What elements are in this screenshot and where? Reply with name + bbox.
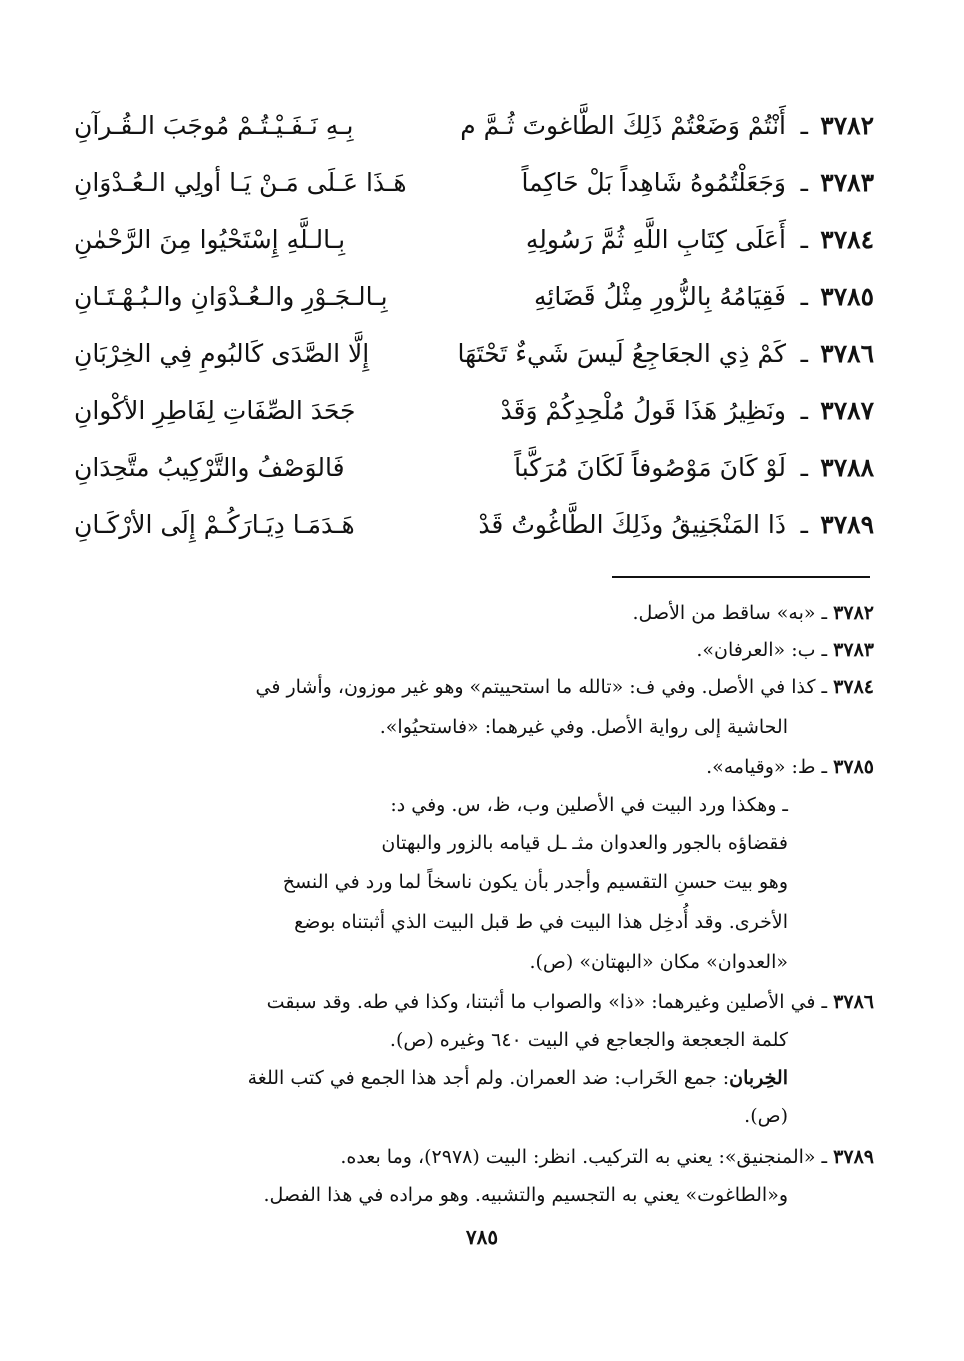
verse-dash: ـ: [800, 453, 808, 482]
footnote-text: «به» ساقط من الأصل.: [632, 602, 816, 624]
verse-first-hemistich: ذَا المَنْجَنِيقُ وذَلِكَ الطَّاغُوتُ قَدْ: [478, 510, 786, 539]
footnote-text: كلمة الجعجعة والجعاجع في البيت ٦٤٠ وغيره (ص).: [389, 1029, 788, 1051]
footnote-number: ٣٧٨٢: [833, 602, 874, 624]
verse-row: [74, 389, 874, 433]
verse-second-hemistich: بِـالـلَّهِ إِسْتَحْيُوا مِنَ الرَّحْمٰنِ: [74, 225, 346, 254]
verse-dash: ـ: [800, 510, 808, 539]
verse-number: ٣٧٨٧: [820, 396, 874, 425]
footnote-text: «المنجنيق»: يعني به التركيب. انظر: البيت (٢٩٧٨)، وما بعده.: [340, 1146, 816, 1168]
footnote-number: ٣٧٨٦: [833, 991, 874, 1013]
footnote: ٣٧٨٩ ـ «المنجنيق»: يعني به التركيب. انظر: البيت (٢٩٧٨)، وما بعده.: [340, 1146, 874, 1168]
footnote: ٣٧٨٢ ـ «به» ساقط من الأصل.: [632, 602, 874, 624]
verse-row: [74, 503, 874, 547]
footnote-text: ـ وهكذا ورد البيت في الأصلين وب، ظ، س. وفي د:: [390, 794, 788, 816]
verse-first-hemistich: وَجَعَلْتُمُوهُ شَاهِداً بَلْ حَاكِماً: [521, 168, 786, 197]
footnote-number: ٣٧٨٤: [833, 676, 874, 698]
verse-dash: ـ: [800, 225, 808, 254]
footnote: ٣٧٨٥ ـ ط: «وقيامه».: [706, 756, 874, 778]
verse-row: [74, 104, 874, 148]
footnote-text: ب: «العرفان».: [696, 639, 816, 661]
verse-number: ٣٧٨٥: [820, 282, 874, 311]
verse-second-hemistich: هَـدَمَـا دِيَـارَكُـمْ إِلَى الأرْكَـانِ: [74, 510, 355, 539]
footnote-text: ط: «وقيامه».: [706, 756, 816, 778]
verse-dash: ـ: [800, 339, 808, 368]
verse-number: ٣٧٨٨: [820, 453, 874, 482]
footnote-text: الحاشية إلى رواية الأصل. وفي غيرهما: «فاستحيُوا».: [379, 716, 788, 738]
footnote-text: الأخرى. وقد أُدخِل هذا البيت في ط قبل البيت الذي أثبتناه بوضع: [294, 911, 788, 933]
verse-first-hemistich: أَنْتُمْ وَضَعْتُمْ ذَلِكَ الطَّاغوتَ ثُـمَّ م: [460, 111, 786, 140]
verse-number: ٣٧٨٢: [820, 111, 874, 140]
footnote-text: [248, 1062, 788, 1094]
verse-second-hemistich: إِلَّا الصَّدَى كَالبُومِ فِي الخِرْبَانِ: [74, 339, 370, 368]
footnote: ٣٧٨٦ ـ في الأصلين وغيرهما: «ذا» والصواب ما أثبتنا، وكذا في طه. وقد سبقت: [266, 991, 874, 1013]
verse-number: ٣٧٨٣: [820, 168, 874, 197]
page-number: ٧٨٥: [465, 1225, 499, 1249]
verse-dash: ـ: [800, 168, 808, 197]
verse-row: [74, 275, 874, 319]
verse-number: ٣٧٨٦: [820, 339, 874, 368]
footnote-text: و«الطاغوت» يعني به التجسيم والتشبيه. وهو مراده في هذا الفصل.: [263, 1184, 788, 1206]
verse-dash: ـ: [800, 396, 808, 425]
footnote-number: ٣٧٨٥: [833, 756, 874, 778]
verse-number: ٣٧٨٩: [820, 510, 874, 539]
verse-second-hemistich: بِـالـجَـوْرِ والـعُـدْوَانِ والـبُـهْـتَـانِ: [74, 282, 388, 311]
verse-second-hemistich: بِـهِ نَـفَـيْـتُـمْ مُوجَبَ الـقُـرآنِ: [74, 111, 354, 140]
verse-first-hemistich: كَمْ ذِي الجعَاجِعُ لَيسَ شَيءٌ تَحْتَهَا: [457, 339, 786, 368]
footnote-term: الخِربان: [729, 1067, 788, 1089]
footnote: ٣٧٨٤ ـ كذا في الأصل. وفي ف: «تالله ما استحييتم» وهو غير موزون، وأشار في: [255, 676, 874, 698]
footnote: ٣٧٨٣ ـ ب: «العرفان».: [696, 639, 874, 661]
verse-dash: ـ: [800, 111, 808, 140]
footnote-number: ٣٧٨٣: [833, 639, 874, 661]
verse-second-hemistich: جَحَدَ الصِّفَاتِ لِفَاطِرِ الأكْوانِ: [74, 396, 356, 425]
verse-row: [74, 161, 874, 205]
verse-second-hemistich: هَـذَا عَـلَى مَـنْ يَـا أولِي الـعُـدْوَانِ: [74, 168, 407, 197]
verse-first-hemistich: ونَظِيرُ هَذَا قَولُ مُلْحِدِكُمْ وَقَدْ: [500, 396, 786, 425]
verse-second-hemistich: فَالوَصْفُ والتَّرْكِيبُ متَّحِدَانِ: [74, 453, 345, 482]
verse-dash: ـ: [800, 282, 808, 311]
footnote-definition: : جمع الخَراب: ضد العمران. ولم أجد هذا الجمع في كتب اللغة: [247, 1067, 730, 1089]
footnote-text: في الأصلين وغيرهما: «ذا» والصواب ما أثبتنا، وكذا في طه. وقد سبقت: [266, 991, 816, 1013]
verse-number: ٣٧٨٤: [820, 225, 874, 254]
footnote-text: كذا في الأصل. وفي ف: «تالله ما استحييتم» وهو غير موزون، وأشار في: [255, 676, 816, 698]
footnote-text: «العدوان» مكان «البهتان» (ص).: [529, 951, 788, 973]
footnote-text: (ص).: [744, 1105, 788, 1127]
footnote-number: ٣٧٨٩: [833, 1146, 874, 1168]
footnote-text: وهو بيت حسنِ التقسيم وأجدر بأن يكون ناسخاً لما ورد في النسخ: [282, 871, 788, 893]
verse-row: [74, 332, 874, 376]
footnote-separator: [612, 576, 870, 578]
verse-first-hemistich: أَعَلَى كِتَابِ اللَّهِ ثُمَّ رَسُولِهِ: [525, 225, 786, 254]
verse-first-hemistich: لَوْ كَانَ مَوْصُوفاً لَكَانَ مُرَكَّباً: [514, 453, 786, 482]
verse-row: [74, 218, 874, 262]
footnote-quoted-verse: فقضاؤه بالجور والعدوان مثـ ـل قيامه بالزور والبهتان: [381, 832, 788, 854]
verse-first-hemistich: فَقِيَامُهُ بِالزُّورِ مِثْلُ قَضَائِهِ: [533, 282, 786, 311]
verse-row: [74, 446, 874, 490]
